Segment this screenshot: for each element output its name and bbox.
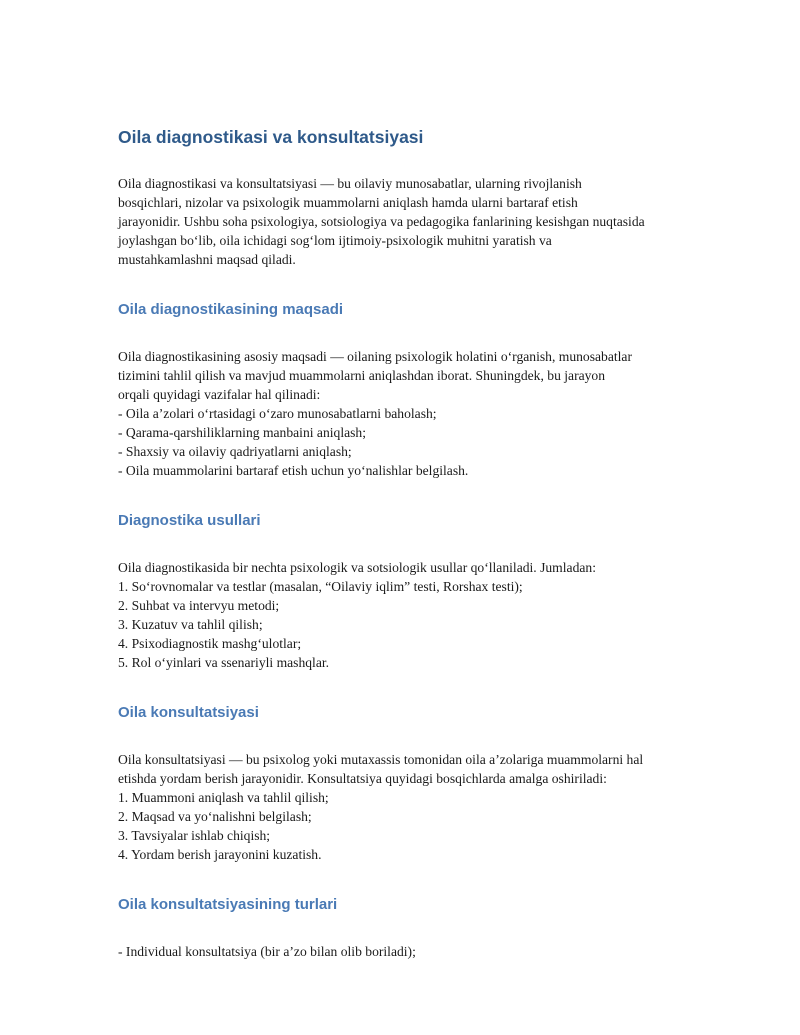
list-item: - Oila muammolarini bartaraf etish uchun yo‘nalishlar belgilash. (118, 463, 469, 478)
section-body-maqsadi (118, 347, 718, 480)
list-item: - Shaxsiy va oilaviy qadriyatlarni aniqlash; (118, 444, 352, 459)
list-item: 2. Suhbat va intervyu metodi; (118, 598, 280, 613)
section-heading-maqsadi: Oila diagnostikasining maqsadi (118, 301, 344, 318)
section-heading-usullari: Diagnostika usullari (118, 512, 261, 529)
text-line: mustahkamlashni maqsad qiladi. (118, 252, 296, 267)
text-line: bosqichlari, nizolar va psixologik muammolarni aniqlash hamda ularni bartaraf etish (118, 195, 578, 210)
text-line: Oila konsultatsiyasi — bu psixolog yoki mutaxassis tomonidan oila a’zolariga muammolarni hal (118, 752, 644, 767)
section-heading-turlari: Oila konsultatsiyasining turlari (118, 896, 338, 913)
section-body-konsultatsiyasi (118, 750, 718, 864)
list-item: 4. Psixodiagnostik mashg‘ulotlar; (118, 636, 302, 651)
list-item: - Individual konsultatsiya (bir a’zo bilan olib boriladi); (118, 944, 416, 959)
text-line: Oila diagnostikasining asosiy maqsadi — oilaning psixologik holatini o‘rganish, munosabatlar (118, 349, 632, 364)
list-item: 5. Rol o‘yinlari va ssenariyli mashqlar. (118, 655, 330, 670)
list-item: - Oila a’zolari o‘rtasidagi o‘zaro munosabatlarni baholash; (118, 406, 437, 421)
text-line: Oila diagnostikasi va konsultatsiyasi — bu oilaviy munosabatlar, ularning rivojlanish (118, 176, 582, 191)
list-item: 2. Maqsad va yo‘nalishni belgilash; (118, 809, 312, 824)
list-item: 1. Muammoni aniqlash va tahlil qilish; (118, 790, 329, 805)
document-title: Oila diagnostikasi va konsultatsiyasi (118, 127, 424, 147)
section-body-turlari (118, 942, 718, 961)
text-line: Oila diagnostikasida bir nechta psixologik va sotsiologik usullar qo‘llaniladi. Jumladan: (118, 560, 596, 575)
list-item: 1. So‘rovnomalar va testlar (masalan, “Oilaviy iqlim” testi, Rorshax testi); (118, 579, 523, 594)
document-page (118, 126, 718, 992)
list-item: - Qarama-qarshiliklarning manbaini aniqlash; (118, 425, 367, 440)
text-line: tizimini tahlil qilish va mavjud muammolarni aniqlashdan iborat. Shuningdek, bu jarayon (118, 368, 606, 383)
list-item: 3. Tavsiyalar ishlab chiqish; (118, 828, 271, 843)
intro-paragraph (118, 174, 718, 269)
section-body-usullari (118, 558, 718, 672)
text-line: etishda yordam berish jarayonidir. Konsultatsiya quyidagi bosqichlarda amalga oshiriladi: (118, 771, 607, 786)
list-item: 4. Yordam berish jarayonini kuzatish. (118, 847, 322, 862)
text-line: jarayonidir. Ushbu soha psixologiya, sotsiologiya va pedagogika fanlarining kesishgan nuqtasida (118, 214, 645, 229)
list-item: 3. Kuzatuv va tahlil qilish; (118, 617, 263, 632)
text-line: orqali quyidagi vazifalar hal qilinadi: (118, 387, 321, 402)
text-line: joylashgan bo‘lib, oila ichidagi sog‘lom ijtimoiy-psixologik muhitni yaratish va (118, 233, 552, 248)
section-heading-konsultatsiyasi: Oila konsultatsiyasi (118, 704, 259, 721)
